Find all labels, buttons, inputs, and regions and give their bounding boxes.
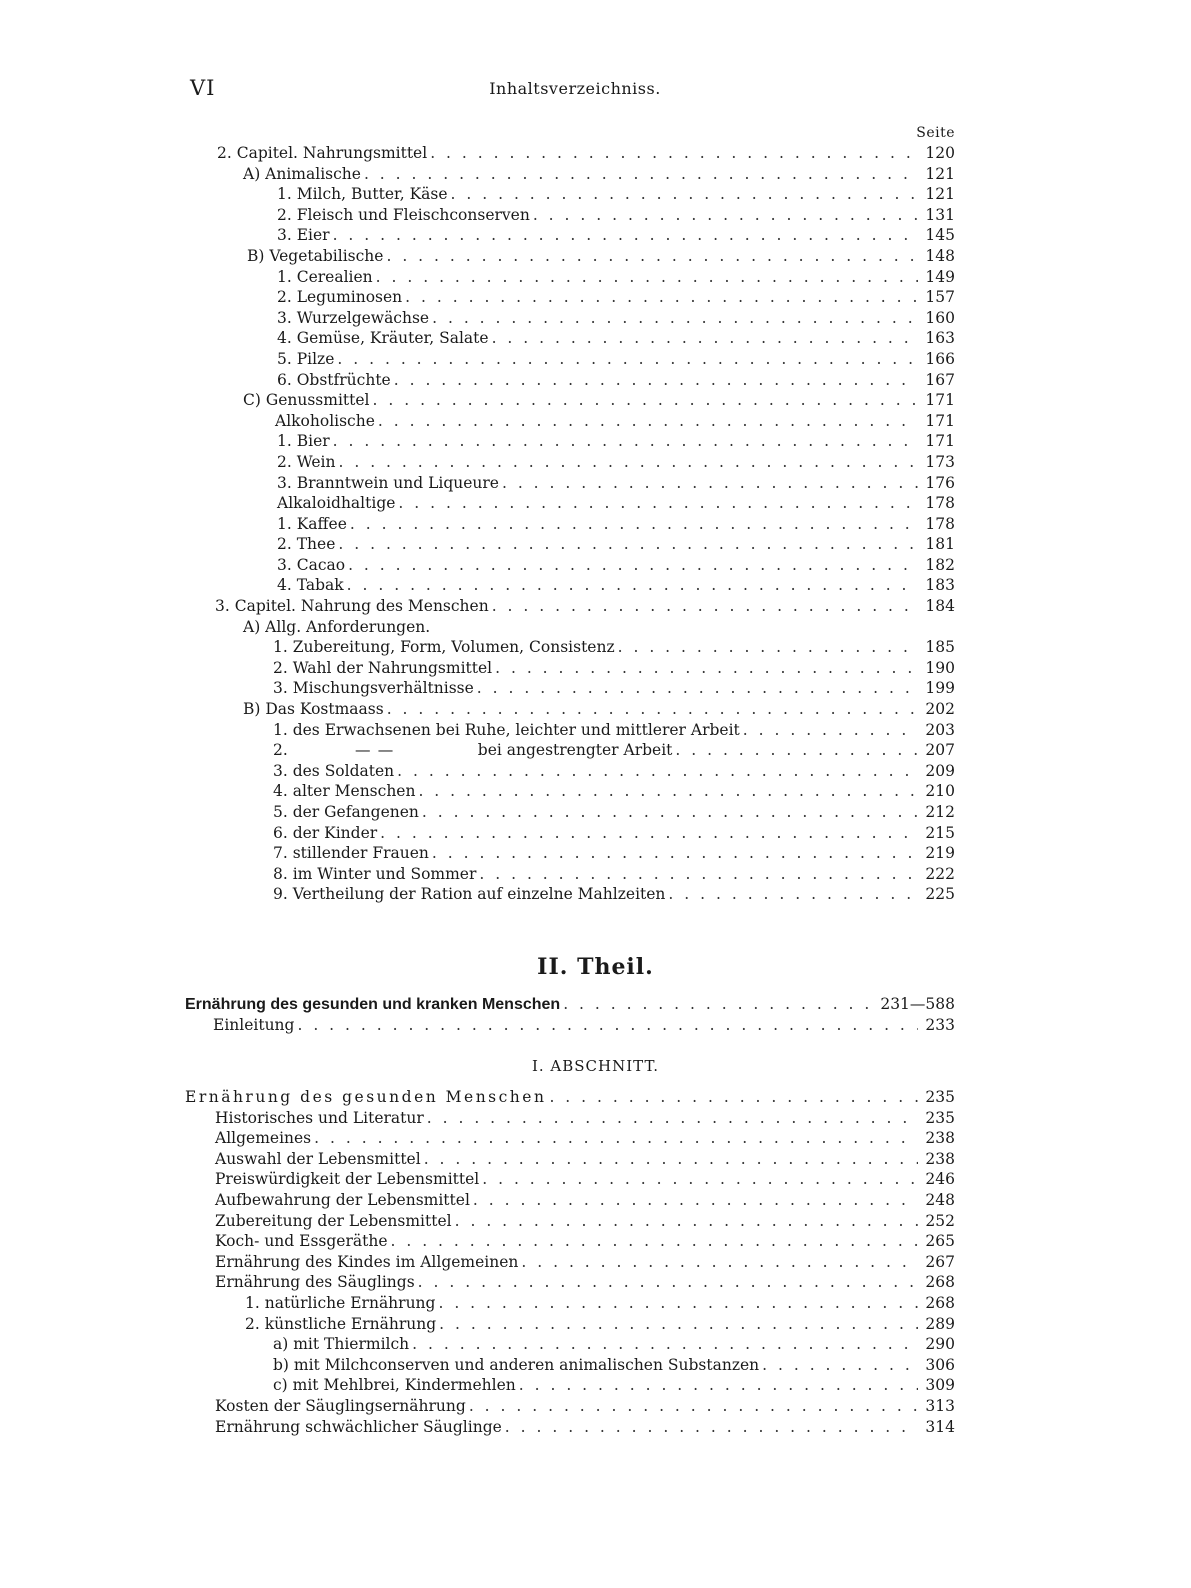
toc-entry-label: B) Vegetabilische [247, 246, 384, 265]
toc-entry [185, 534, 955, 555]
leader-dots [563, 994, 872, 1015]
toc-entry-number: 2. [273, 741, 288, 760]
toc-entry-page: 313 [925, 1396, 955, 1415]
part-title: Ernährung des gesunden und kranken Menschen [185, 996, 561, 1013]
toc-entry [185, 370, 955, 391]
toc-entry-page: 248 [925, 1190, 955, 1209]
leader-dots [762, 1355, 918, 1376]
toc-entry [185, 1314, 955, 1335]
toc-entry-label: 6. Obstfrüchte [277, 370, 391, 389]
toc-entry-label: 2. künstliche Ernährung [245, 1314, 437, 1333]
toc-entry-label: A) Animalische [243, 164, 361, 183]
leader-dots [337, 349, 918, 370]
toc-entry-label: 9. Vertheilung der Ration auf einzelne Mahlzeiten [273, 885, 666, 904]
toc-entry-label: Aufbewahrung der Lebensmittel [215, 1190, 470, 1209]
toc-entry-label: C) Genussmittel [243, 391, 370, 410]
toc-entry-label: a) mit Thiermilch [273, 1335, 410, 1354]
toc-entry-label: 4. Tabak [277, 576, 344, 595]
toc-entry [185, 1396, 955, 1417]
toc-entry-label: Alkaloidhaltige [277, 494, 396, 513]
toc-entry-label: 2. Thee [277, 535, 336, 554]
toc-entry [185, 781, 955, 802]
leader-dots [347, 575, 918, 596]
leader-dots [492, 596, 918, 617]
leader-dots [451, 184, 918, 205]
leader-dots [386, 246, 918, 267]
toc-entry-label: Zubereitung der Lebensmittel [215, 1211, 452, 1230]
part-heading: II. Theil. [537, 954, 654, 980]
toc-entry [185, 596, 955, 617]
toc-entry-page: 121 [925, 164, 955, 183]
leader-dots [387, 699, 918, 720]
toc-entry-page: 145 [925, 226, 955, 245]
toc-entry [185, 1334, 955, 1355]
toc-entry-page: 210 [925, 782, 955, 801]
toc-entry [185, 452, 955, 473]
leader-dots [473, 1190, 918, 1211]
toc-entry-page: 163 [925, 329, 955, 348]
toc-entry-page: 265 [925, 1232, 955, 1251]
leader-dots [412, 1334, 918, 1355]
part-title-pages: 231—588 [880, 995, 955, 1013]
page-number: VI [190, 76, 216, 100]
ditto-dash: — [377, 741, 394, 760]
toc-entry [185, 1015, 955, 1036]
toc-entry-page: 246 [925, 1170, 955, 1189]
leader-dots [492, 328, 918, 349]
toc-entry-label: 2. Capitel. Nahrungsmittel [217, 144, 428, 162]
toc-entry [185, 1149, 955, 1170]
toc-entry-label: 1. natürliche Ernährung [245, 1293, 436, 1312]
leader-dots [348, 555, 918, 576]
running-title: Inhaltsverzeichniss. [489, 79, 661, 98]
toc-entry [185, 164, 955, 185]
leader-dots [373, 390, 918, 411]
toc-entry [185, 1252, 955, 1273]
toc-entry-page: 157 [925, 288, 955, 307]
leader-dots [376, 267, 918, 288]
toc-entry [185, 1211, 955, 1232]
leader-dots [364, 164, 918, 185]
leader-dots [521, 1252, 918, 1273]
leader-dots [338, 534, 918, 555]
leader-dots [314, 1128, 918, 1149]
leader-dots [378, 411, 918, 432]
leader-dots [495, 658, 918, 679]
toc-entry-label: 4. Gemüse, Kräuter, Salate [277, 329, 489, 348]
toc-entry [185, 823, 955, 844]
toc-entry [185, 1293, 955, 1314]
leader-dots [505, 1417, 918, 1438]
toc-entry-label: 4. alter Menschen [273, 782, 416, 801]
leader-dots [422, 802, 918, 823]
leader-dots [398, 493, 918, 514]
toc-entry-label: Ernährung des Kindes im Allgemeinen [215, 1252, 519, 1271]
toc-entry [185, 225, 955, 246]
toc-entry-label: Einleitung [213, 1015, 295, 1034]
toc-entry-page: 183 [925, 576, 955, 595]
toc-entry [185, 1375, 955, 1396]
toc-entry-page: 166 [925, 349, 955, 368]
leader-dots [469, 1396, 918, 1417]
toc-entry-label: Ernährung schwächlicher Säuglinge [215, 1417, 502, 1436]
leader-dots [549, 1087, 918, 1108]
leader-dots [502, 473, 918, 494]
toc-entry-page: 199 [925, 679, 955, 698]
leader-dots [477, 678, 918, 699]
toc-entry-label: Preiswürdigkeit der Lebensmittel [215, 1170, 480, 1189]
toc-entry-page: 207 [925, 741, 955, 760]
toc-entry-label: Koch- und Essgeräthe [215, 1232, 388, 1251]
toc-entry-label: B) Das Kostmaass [243, 700, 384, 719]
toc-entry-page: 120 [925, 144, 955, 162]
leader-dots [391, 1231, 919, 1252]
toc-entry-label: A) Allg. Anforderungen. [243, 617, 431, 636]
toc-entry [185, 143, 955, 164]
toc-entry-label: Ernährung des gesunden Menschen [185, 1088, 547, 1106]
part-title-entry [185, 994, 955, 1015]
toc-entry-label: 2. Leguminosen [277, 288, 403, 307]
table-of-contents [185, 124, 955, 905]
toc-entry-page: 252 [925, 1211, 955, 1230]
toc-entry [185, 1417, 955, 1438]
leader-dots [418, 781, 918, 802]
leader-dots [439, 1314, 918, 1335]
toc-entry [185, 349, 955, 370]
toc-entry-label: 5. Pilze [277, 349, 335, 368]
toc-entry [185, 1108, 955, 1129]
toc-entry [185, 411, 955, 432]
toc-entry [185, 390, 955, 411]
toc-entry [185, 658, 955, 679]
toc-entry-page: 219 [925, 844, 955, 863]
toc-entry [185, 514, 955, 535]
toc-entry-label: 3. Cacao [277, 555, 346, 574]
toc-entry-label: Allgemeines [215, 1129, 312, 1148]
toc-entry [185, 287, 955, 308]
toc-entry-page: 212 [925, 803, 955, 821]
toc-entry [185, 267, 955, 288]
toc-entry-label: 3. des Soldaten [273, 761, 395, 780]
toc-entry-label: 5. der Gefangenen [273, 803, 419, 821]
toc-entry-label: Kosten der Säuglingsernährung [215, 1396, 466, 1415]
toc-entry-label: 1. Milch, Butter, Käse [277, 185, 448, 204]
toc-entry [185, 575, 955, 596]
leader-dots [297, 1015, 918, 1036]
toc-entry-page: 233 [925, 1015, 955, 1034]
leader-dots [533, 205, 918, 226]
leader-dots [668, 884, 918, 905]
toc-entry-page: 121 [925, 185, 955, 204]
toc-entry-page: 222 [925, 864, 955, 883]
toc-entry [185, 1231, 955, 1252]
leader-dots [418, 1272, 918, 1293]
toc-entry-label: 2. Fleisch und Fleischconserven [277, 205, 530, 224]
toc-entry-page: 306 [925, 1355, 955, 1374]
toc-entry-page: 209 [925, 761, 955, 780]
toc-entry [185, 184, 955, 205]
toc-entry-label: 1. Cerealien [277, 267, 373, 286]
leader-dots [675, 740, 918, 761]
leader-dots [432, 843, 918, 864]
toc-entry [185, 431, 955, 452]
toc-entry [185, 1128, 955, 1149]
toc-entry-label: 3. Wurzelgewächse [277, 308, 430, 327]
toc-entry-label: 2. Wein [277, 452, 336, 471]
toc-entry-page: 267 [925, 1252, 955, 1271]
toc-entry-page: 171 [925, 432, 955, 451]
toc-entry-page: 185 [925, 638, 955, 657]
leader-dots [618, 637, 918, 658]
toc-entry-page: 289 [925, 1314, 955, 1333]
page-header [190, 76, 960, 102]
toc-entry-page: 160 [925, 308, 955, 327]
leader-dots [397, 761, 918, 782]
toc-entry-label: 1. Zubereitung, Form, Volumen, Consistenz [273, 638, 615, 657]
toc-entry [185, 246, 955, 267]
toc-entry [185, 699, 955, 720]
leader-dots [350, 514, 918, 535]
leader-dots [424, 1149, 918, 1170]
leader-dots [333, 431, 918, 452]
toc-entry [185, 1355, 955, 1376]
toc-entry-page: 202 [925, 700, 955, 719]
leader-dots [430, 143, 918, 164]
toc-entry [185, 884, 955, 905]
toc-entry-page: 148 [925, 246, 955, 265]
toc-entry-label: 3. Capitel. Nahrung des Menschen [215, 597, 489, 616]
toc-entry-label: 1. des Erwachsenen bei Ruhe, leichter und mittlerer Arbeit [273, 720, 740, 739]
toc-entry [185, 617, 955, 638]
toc-entry-label: 7. stillender Frauen [273, 844, 429, 863]
section-heading: I. ABSCHNITT. [531, 1057, 660, 1075]
leader-dots [519, 1375, 918, 1396]
toc-entry-page: 203 [925, 720, 955, 739]
toc-entry [185, 1169, 955, 1190]
toc-entry-label: c) mit Mehlbrei, Kindermehlen [273, 1376, 516, 1395]
toc-entry-label: Historisches und Literatur [215, 1108, 424, 1127]
toc-entry-page: 178 [925, 494, 955, 513]
toc-entry-label: b) mit Milchconserven und anderen animalischen Substanzen [273, 1355, 760, 1374]
toc-entry [185, 720, 955, 741]
leader-dots [479, 864, 918, 885]
toc-entry [185, 328, 955, 349]
toc-entry [185, 1272, 955, 1293]
toc-entry-page: 181 [925, 535, 955, 554]
toc-entry-label [273, 740, 672, 761]
leader-dots [743, 720, 918, 741]
toc-entry-page: 268 [925, 1293, 955, 1312]
toc-entry-page: 238 [925, 1149, 955, 1168]
part-two-entries [185, 994, 955, 1035]
toc-entry-page: 268 [925, 1273, 955, 1292]
toc-entry-label: 1. Bier [277, 432, 330, 451]
toc-entry-label: Alkoholische [275, 411, 375, 430]
toc-entry-page: 171 [925, 391, 955, 410]
toc-entry-label: 2. Wahl der Nahrungsmittel [273, 658, 493, 677]
toc-entry-page: 171 [925, 411, 955, 430]
toc-entry-page: 314 [925, 1417, 955, 1436]
toc-entry [185, 473, 955, 494]
toc-entry [185, 843, 955, 864]
toc-entry [185, 493, 955, 514]
toc-entry-label: 3. Eier [277, 226, 330, 245]
leader-dots [405, 287, 918, 308]
leader-dots [455, 1211, 918, 1232]
leader-dots [432, 308, 918, 329]
toc-entry-page: 235 [925, 1088, 955, 1106]
toc-entry-label: Auswahl der Lebensmittel [215, 1149, 421, 1168]
page-column-label: Seite [916, 125, 955, 141]
toc-entry-page: 190 [925, 658, 955, 677]
leader-dots [380, 823, 918, 844]
toc-entry-label: 1. Kaffee [277, 514, 347, 533]
toc-entry-page: 238 [925, 1129, 955, 1148]
toc-entry-page: 167 [925, 370, 955, 389]
toc-entry-page: 184 [925, 597, 955, 616]
toc-entry [185, 637, 955, 658]
toc-entry-page: 309 [925, 1376, 955, 1395]
toc-entry-label: 3. Mischungsverhältnisse [273, 679, 474, 698]
toc-entry-page: 173 [925, 452, 955, 471]
toc-entry [185, 205, 955, 226]
toc-entry-page: 131 [925, 205, 955, 224]
toc-entry [185, 802, 955, 823]
toc-entry [185, 761, 955, 782]
toc-entry-text: bei angestrengter Arbeit [477, 741, 673, 760]
leader-dots [339, 452, 919, 473]
leader-dots [394, 370, 918, 391]
toc-entry [185, 1087, 955, 1108]
toc-entry-page: 149 [925, 267, 955, 286]
toc-entry-label: 3. Branntwein und Liqueure [277, 473, 499, 492]
toc-entry-page: 290 [925, 1335, 955, 1354]
toc-entry-label: 8. im Winter und Sommer [273, 864, 477, 883]
leader-dots [427, 1108, 918, 1129]
toc-entry-label: Ernährung des Säuglings [215, 1273, 415, 1292]
toc-entry [185, 555, 955, 576]
toc-entry-page: 176 [925, 473, 955, 492]
toc-entry [185, 678, 955, 699]
toc-entry [185, 740, 955, 761]
toc-entry-label: 6. der Kinder [273, 823, 378, 842]
ditto-dash: — [355, 741, 371, 760]
leader-dots [333, 225, 918, 246]
toc-entry-page: 178 [925, 514, 955, 533]
toc-entry-page: 235 [925, 1108, 955, 1127]
leader-dots [482, 1169, 918, 1190]
toc-entry-page: 225 [925, 885, 955, 904]
toc-entry-page: 215 [925, 823, 955, 842]
toc-entry [185, 308, 955, 329]
toc-entry [185, 1190, 955, 1211]
toc-entry [185, 864, 955, 885]
section-one-entries [185, 1087, 955, 1437]
leader-dots [438, 1293, 918, 1314]
toc-entry-page: 182 [925, 555, 955, 574]
